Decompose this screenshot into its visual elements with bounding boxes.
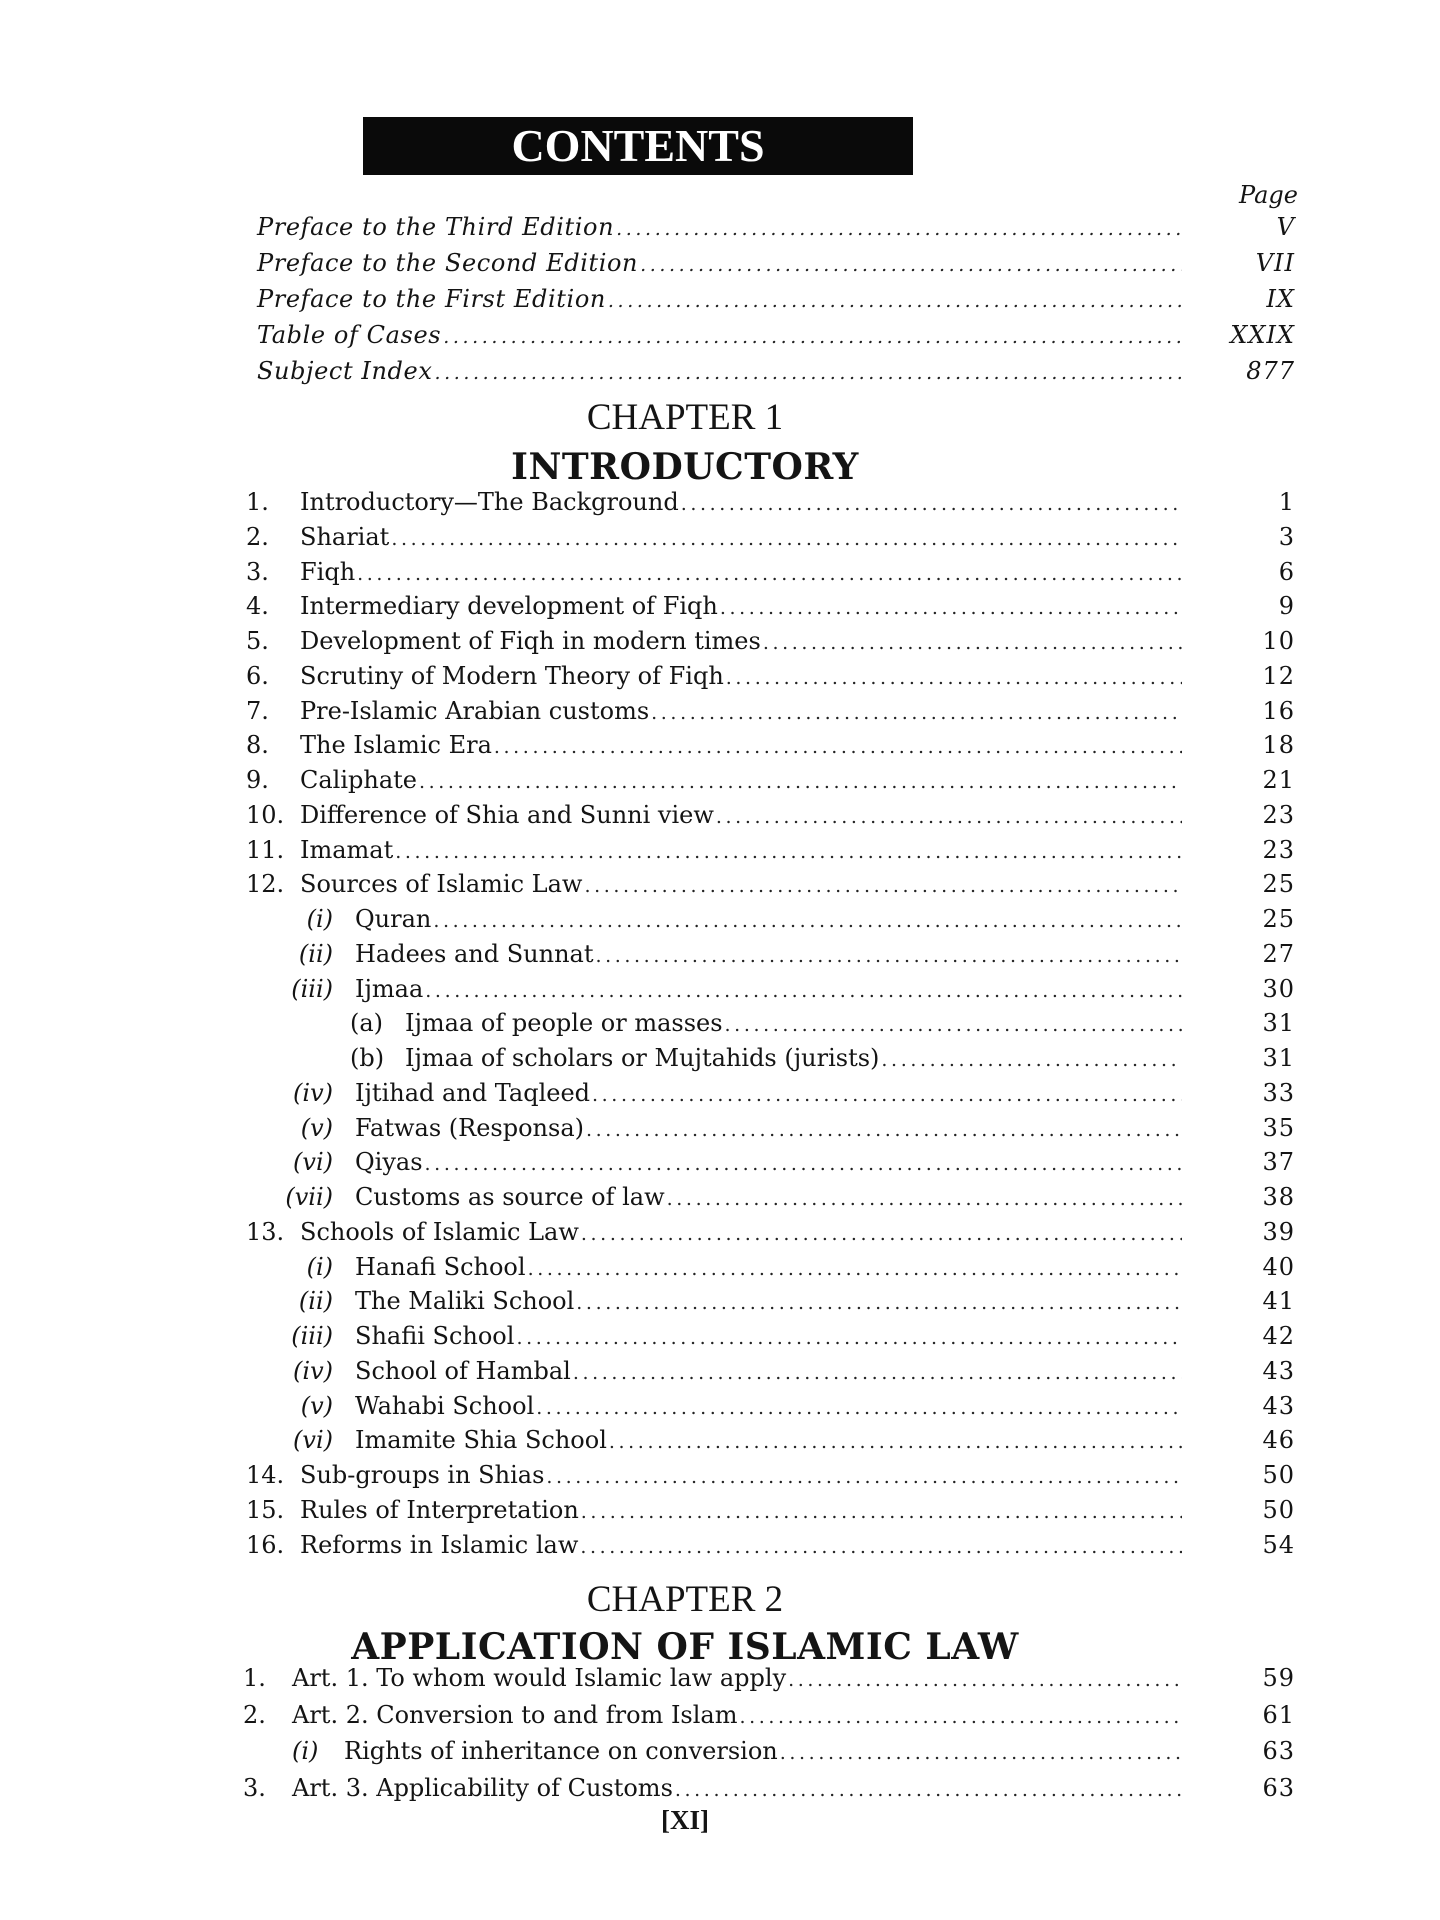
entry-label (355, 1284, 1182, 1321)
dot-leader (514, 1321, 1182, 1356)
chapter-2-number: CHAPTER 2 (586, 1579, 784, 1620)
entry-title: Scrutiny of Modern Theory of Fiqh (300, 661, 724, 690)
entry-number: 2. (246, 522, 269, 551)
entry-page-number: 41 (1262, 1287, 1295, 1316)
entry-label (257, 282, 1182, 319)
dot-leader (718, 591, 1182, 626)
entry-title: Hadees and Sunnat (355, 939, 594, 968)
entry-label (300, 763, 1182, 800)
entry-number: (v) (300, 1113, 333, 1142)
toc-entry[interactable] (0, 1389, 1440, 1424)
entry-page-number: 27 (1262, 939, 1295, 968)
entry-page-number: 16 (1262, 696, 1295, 725)
dot-leader (786, 1663, 1182, 1698)
entry-label (344, 1734, 1182, 1771)
entry-page-number: 12 (1262, 661, 1295, 690)
entry-page-number: 6 (1278, 557, 1295, 586)
toc-entry[interactable] (0, 318, 1440, 353)
entry-title: Pre-Islamic Arabian customs (300, 696, 650, 725)
entry-title: Rights of inheritance on conversion (344, 1737, 778, 1765)
entry-page-number: 1 (1278, 488, 1295, 516)
entry-label (300, 833, 1182, 870)
entry-page-number: 31 (1262, 1009, 1295, 1038)
entry-number: (v) (300, 1391, 333, 1420)
entry-number: (vi) (293, 1148, 333, 1177)
dot-leader (355, 557, 1182, 592)
entry-title: Ijtihad and Taqleed (355, 1078, 591, 1107)
entry-title: Art. 3. Applicability of Customs (292, 1773, 673, 1802)
entry-page-number: XXIX (1230, 321, 1295, 349)
entry-title: Schools of Islamic Law (300, 1217, 579, 1246)
entry-number: (i) (306, 905, 333, 933)
entry-number: 9. (246, 766, 269, 794)
toc-entry[interactable] (0, 833, 1440, 868)
entry-label (355, 972, 1182, 1009)
entry-page-number: 10 (1262, 627, 1295, 655)
dot-leader (393, 835, 1182, 870)
entry-page-number: 38 (1262, 1183, 1295, 1211)
toc-entry[interactable] (0, 798, 1440, 833)
entry-label (300, 694, 1182, 731)
toc-entry[interactable] (0, 210, 1440, 245)
entry-page-number: 31 (1262, 1044, 1295, 1072)
entry-title: Sub-groups in Shias (300, 1461, 545, 1489)
dot-leader (761, 626, 1182, 661)
entry-title: Sources of Islamic Law (300, 870, 583, 899)
toc-entry[interactable] (0, 728, 1440, 763)
entry-page-number: 37 (1262, 1148, 1295, 1177)
entry-title: Table of Cases (257, 321, 442, 349)
entry-page-number: 3 (1278, 522, 1295, 551)
dot-leader (423, 974, 1182, 1009)
entry-page-number: 63 (1262, 1737, 1295, 1765)
toc-entry[interactable] (0, 1528, 1440, 1563)
dot-leader (579, 1217, 1182, 1252)
entry-number: 3. (246, 557, 269, 586)
entry-number: 13. (246, 1217, 285, 1246)
dot-leader (584, 1113, 1182, 1148)
entry-title: School of Hambal (355, 1356, 571, 1385)
entry-page-number: 9 (1278, 592, 1295, 621)
entry-label (257, 318, 1182, 355)
entry-title: Quran (355, 905, 432, 933)
entry-number: 12. (246, 870, 285, 899)
entry-number: 14. (246, 1461, 285, 1489)
entry-title: Shariat (300, 522, 390, 551)
toc-entry[interactable] (0, 589, 1440, 624)
entry-number: (a) (350, 1009, 384, 1038)
entry-page-number: 25 (1262, 905, 1295, 933)
dot-leader (607, 1425, 1182, 1460)
entry-title: Hanafi School (355, 1252, 526, 1281)
entry-number: 6. (246, 661, 269, 690)
entry-page-number: 23 (1262, 800, 1295, 829)
contents-title-bar (363, 117, 913, 175)
entry-page-number: 35 (1262, 1113, 1295, 1142)
toc-entry[interactable] (0, 937, 1440, 972)
toc-entry[interactable] (0, 1458, 1440, 1493)
toc-entry[interactable] (0, 1180, 1440, 1215)
toc-entry[interactable] (0, 972, 1440, 1007)
entry-number: 16. (246, 1530, 285, 1559)
dot-leader (724, 661, 1182, 696)
toc-entry[interactable] (0, 1493, 1440, 1528)
entry-page-number: 30 (1262, 974, 1295, 1003)
entry-title: Shafii School (355, 1322, 515, 1350)
entry-label (405, 1041, 1182, 1078)
entry-title: Ijmaa (355, 974, 424, 1003)
entry-title: Qiyas (355, 1148, 423, 1177)
entry-title: Customs as source of law (355, 1183, 665, 1211)
entry-page-number: 50 (1262, 1495, 1295, 1524)
entry-title: Development of Fiqh in modern times (300, 627, 761, 655)
entry-page-number: 18 (1262, 731, 1295, 760)
entry-title: Preface to the First Edition (257, 285, 606, 313)
entry-number: (i) (292, 1737, 319, 1765)
entry-label (300, 624, 1182, 661)
entry-number: 5. (246, 627, 269, 655)
toc-entry[interactable] (0, 485, 1440, 520)
toc-entry[interactable] (0, 867, 1440, 902)
entry-label (405, 1006, 1182, 1043)
entry-label (300, 555, 1182, 592)
entry-title: Fatwas (Responsa) (355, 1113, 584, 1142)
entry-number: 10. (246, 800, 285, 829)
entry-title: Intermediary development of Fiqh (300, 592, 718, 621)
toc-entry[interactable] (0, 354, 1440, 389)
entry-number: (b) (350, 1044, 385, 1072)
entry-number: 1. (246, 488, 269, 516)
chapter-2-title: APPLICATION OF ISLAMIC LAW (351, 1626, 1019, 1668)
entry-number: (ii) (298, 1287, 333, 1316)
entry-label (292, 1661, 1182, 1698)
dot-leader (879, 1043, 1182, 1078)
dot-leader (778, 1736, 1182, 1771)
entry-label (300, 728, 1182, 765)
entry-page-number: 63 (1262, 1773, 1295, 1802)
entry-title: Imamat (300, 835, 394, 864)
entry-label (355, 1389, 1182, 1426)
dot-leader (679, 487, 1182, 522)
entry-title: Ijmaa of scholars or Mujtahids (jurists) (405, 1044, 880, 1072)
entry-number: (ii) (298, 939, 333, 968)
contents-title: CONTENTS (511, 120, 765, 171)
dot-leader (389, 522, 1182, 557)
dot-leader (673, 1773, 1182, 1808)
dot-leader (441, 320, 1182, 355)
toc-entry[interactable] (0, 902, 1440, 937)
dot-leader (582, 869, 1182, 904)
dot-leader (737, 1700, 1182, 1735)
dot-leader (665, 1182, 1182, 1217)
entry-label (257, 210, 1182, 247)
entry-page-number: 43 (1262, 1391, 1295, 1420)
dot-leader (614, 212, 1182, 247)
toc-entry[interactable] (0, 1661, 1440, 1696)
toc-entry[interactable] (0, 624, 1440, 659)
entry-label (355, 902, 1182, 939)
entry-number: 11. (246, 835, 285, 864)
entry-number: 8. (246, 731, 269, 760)
entry-number: 4. (246, 592, 269, 621)
entry-title: Art. 1. To whom would Islamic law apply (292, 1664, 787, 1692)
entry-page-number: 877 (1246, 357, 1295, 385)
entry-label (300, 485, 1182, 522)
dot-leader (423, 1147, 1182, 1182)
entry-label (300, 798, 1182, 835)
entry-label (300, 867, 1182, 904)
toc-entry[interactable] (0, 246, 1440, 281)
dot-leader (417, 765, 1182, 800)
entry-page-number: 59 (1262, 1664, 1295, 1692)
entry-label (355, 1423, 1182, 1460)
dot-leader (638, 248, 1182, 283)
dot-leader (649, 696, 1182, 731)
entry-label (300, 520, 1182, 557)
entry-number: (iv) (293, 1078, 333, 1107)
entry-number: (i) (306, 1252, 333, 1281)
page-folio: [XI] (661, 1805, 709, 1835)
toc-entry[interactable] (0, 282, 1440, 317)
entry-page-number: 33 (1262, 1078, 1295, 1107)
entry-page-number: 39 (1262, 1217, 1295, 1246)
entry-number: (vii) (285, 1183, 333, 1211)
dot-leader (432, 356, 1182, 391)
toc-entry[interactable] (0, 659, 1440, 694)
entry-title: Wahabi School (355, 1391, 535, 1420)
dot-leader (431, 904, 1182, 939)
entry-page-number: 25 (1262, 870, 1295, 899)
entry-label (300, 1528, 1182, 1565)
toc-entry[interactable] (0, 1284, 1440, 1319)
dot-leader (606, 284, 1182, 319)
entry-label (300, 1493, 1182, 1530)
entry-page-number: V (1276, 213, 1295, 241)
entry-label (355, 1180, 1182, 1217)
entry-label (300, 589, 1182, 626)
toc-entry[interactable] (0, 1215, 1440, 1250)
entry-title: Art. 2. Conversion to and from Islam (292, 1700, 738, 1729)
entry-title: Introductory—The Background (300, 488, 679, 516)
toc-entry[interactable] (0, 1698, 1440, 1733)
toc-entry[interactable] (0, 1771, 1440, 1806)
entry-title: Difference of Shia and Sunni view (300, 800, 714, 829)
entry-label (355, 1354, 1182, 1391)
entry-title: Preface to the Second Edition (257, 249, 639, 277)
entry-label (300, 659, 1182, 696)
toc-entry[interactable] (0, 1250, 1440, 1285)
entry-title: Rules of Interpretation (300, 1495, 579, 1524)
entry-number: (iii) (291, 974, 333, 1003)
entry-title: Reforms in Islamic law (300, 1530, 579, 1559)
page-column-label: Page (1239, 181, 1298, 209)
toc-entry[interactable] (0, 1354, 1440, 1389)
entry-title: Subject Index (257, 357, 433, 385)
dot-leader (492, 730, 1182, 765)
entry-page-number: 42 (1262, 1322, 1295, 1350)
entry-label (292, 1698, 1182, 1735)
entry-number: (iii) (291, 1322, 333, 1350)
toc-entry[interactable] (0, 520, 1440, 555)
entry-number: 3. (243, 1773, 266, 1802)
entry-label (355, 1145, 1182, 1182)
dot-leader (590, 1078, 1182, 1113)
entry-title: Fiqh (300, 557, 356, 586)
toc-entry[interactable] (0, 1076, 1440, 1111)
dot-leader (571, 1356, 1182, 1391)
entry-number: 1. (243, 1664, 266, 1692)
entry-title: Preface to the Third Edition (257, 213, 615, 241)
entry-number: 2. (243, 1700, 266, 1729)
entry-page-number: 54 (1262, 1530, 1295, 1559)
dot-leader (579, 1495, 1182, 1530)
entry-number: (vi) (293, 1426, 333, 1455)
toc-entry[interactable] (0, 1006, 1440, 1041)
entry-label (355, 1319, 1182, 1356)
entry-label (292, 1771, 1182, 1808)
entry-label (355, 1111, 1182, 1148)
entry-page-number: 50 (1262, 1461, 1295, 1489)
entry-page-number: 40 (1262, 1252, 1295, 1281)
entry-page-number: 61 (1262, 1700, 1295, 1729)
toc-entry[interactable] (0, 555, 1440, 590)
toc-entry[interactable] (0, 1041, 1440, 1076)
dot-leader (534, 1391, 1182, 1426)
entry-number: 15. (246, 1495, 285, 1524)
entry-label (300, 1215, 1182, 1252)
dot-leader (544, 1460, 1182, 1495)
dot-leader (578, 1530, 1182, 1565)
toc-entry[interactable] (0, 1423, 1440, 1458)
entry-page-number: 23 (1262, 835, 1295, 864)
chapter-1-number: CHAPTER 1 (586, 397, 784, 438)
dot-leader (593, 939, 1182, 974)
entry-label (257, 354, 1182, 391)
toc-entry[interactable] (0, 1111, 1440, 1146)
entry-title: The Islamic Era (300, 731, 492, 760)
toc-entry[interactable] (0, 694, 1440, 729)
toc-entry[interactable] (0, 1145, 1440, 1180)
dot-leader (714, 800, 1182, 835)
entry-title: Caliphate (300, 766, 417, 794)
entry-label (355, 1076, 1182, 1113)
entry-title: The Maliki School (355, 1287, 575, 1316)
entry-label (355, 1250, 1182, 1287)
entry-page-number: VII (1255, 249, 1295, 277)
entry-label (355, 937, 1182, 974)
entry-number: 7. (246, 696, 269, 725)
entry-title: Imamite Shia School (355, 1426, 607, 1455)
entry-label (257, 246, 1182, 283)
chapter-1-title: INTRODUCTORY (511, 446, 859, 488)
entry-page-number: 43 (1262, 1356, 1295, 1385)
dot-leader (574, 1286, 1182, 1321)
dot-leader (526, 1252, 1182, 1287)
entry-page-number: 21 (1262, 766, 1295, 794)
toc-entry[interactable] (0, 763, 1440, 798)
dot-leader (723, 1008, 1182, 1043)
entry-title: Ijmaa of people or masses (405, 1009, 723, 1038)
toc-entry[interactable] (0, 1319, 1440, 1354)
entry-number: (iv) (293, 1356, 333, 1385)
entry-page-number: IX (1266, 285, 1295, 313)
entry-label (300, 1458, 1182, 1495)
entry-page-number: 46 (1262, 1426, 1295, 1455)
toc-entry[interactable] (0, 1734, 1440, 1769)
